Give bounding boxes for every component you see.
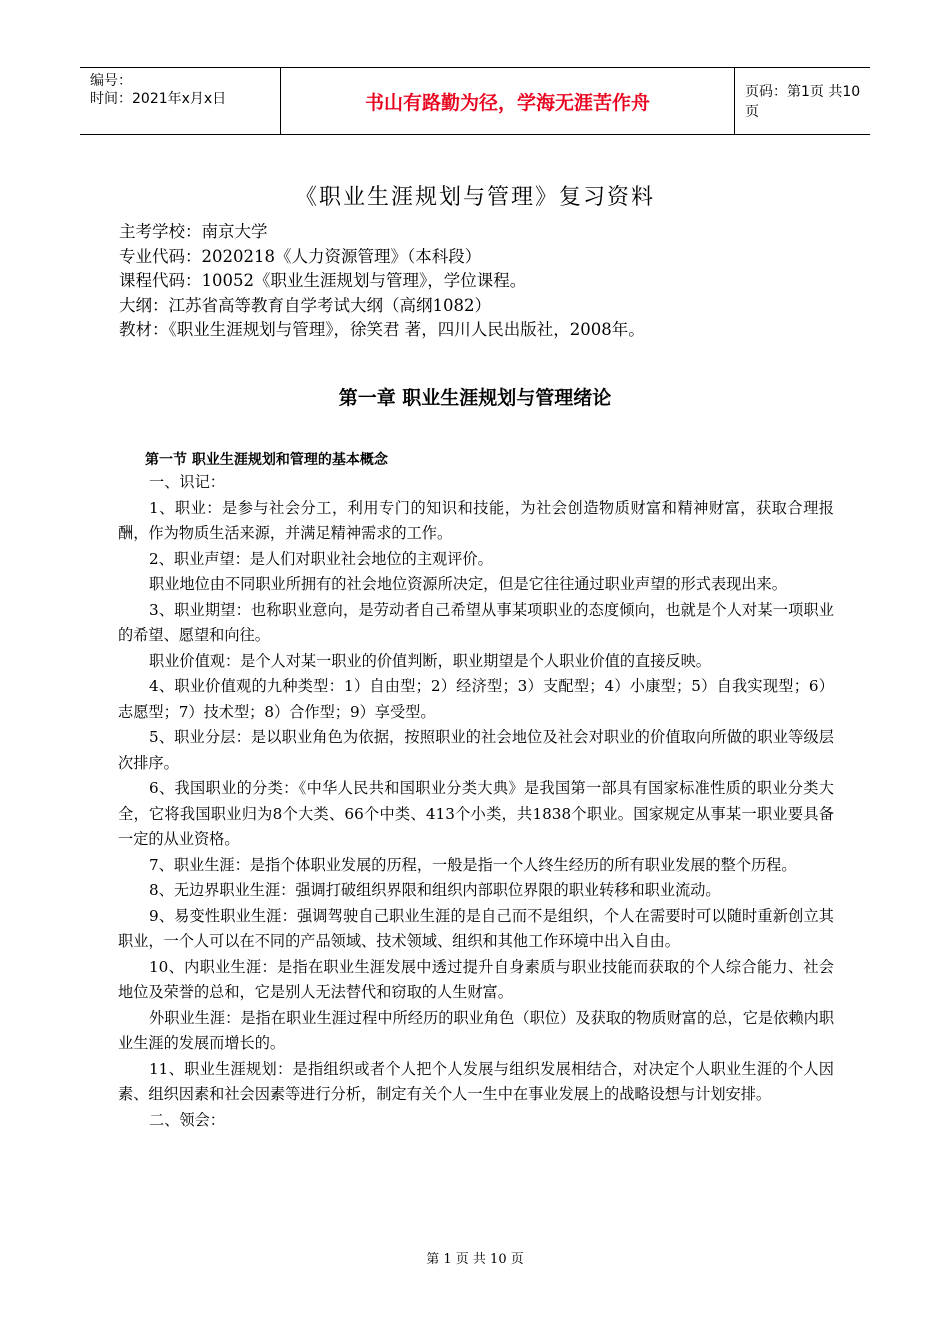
course-metadata [119,220,645,343]
paragraph: 5、职业分层：是以职业角色为依据，按照职业的社会地位及社会对职业的价值取向所做的职业等级层次排序。 [118,728,834,772]
chapter-heading: 第一章 职业生涯规划与管理绪论 [338,387,612,409]
paragraph: 二、领会： [149,1110,225,1129]
meta-school: 主考学校：南京大学 [119,222,268,241]
paragraph: 职业地位由不同职业所拥有的社会地位资源所决定，但是它往往通过职业声望的形式表现出来。 [149,575,787,593]
header-page-label: 页码：第1页 共10页 [745,84,861,120]
paragraph: 6、我国职业的分类：《中华人民共和国职业分类大典》是我国第一部具有国家标准性质的职业分类大全，它将我国职业归为8个大类、66个中类、413个小类，共1838个职业。国家规定从事某一职业要具备一定的从业资格。 [118,779,834,848]
document-title: 《职业生涯规划与管理》复习资料 [294,185,655,210]
document-time-label: 时间：2021年x月x日 [90,91,227,107]
paragraph: 9、易变性职业生涯：强调驾驶自己职业生涯的是自己而不是组织，个人在需要时可以随时重新创立其职业，一个人可以在不同的产品领域、技术领域、组织和其他工作环境中出入自由。 [118,906,834,950]
section-heading: 第一节 职业生涯规划和管理的基本概念 [145,452,388,468]
paragraph: 8、无边界职业生涯：强调打破组织界限和组织内部职位界限的职业转移和职业流动。 [149,881,721,899]
paragraph: 10、内职业生涯：是指在职业生涯发展中透过提升自身素质与职业技能而获取的个人综合能力、社会地位及荣誉的总和，它是别人无法替代和窃取的人生财富。 [118,957,834,1001]
paragraph: 4、职业价值观的九种类型：1）自由型；2）经济型；3）支配型；4）小康型；5）自我实现型；6）志愿型；7）技术型；8）合作型；9）享受型。 [118,677,834,721]
document-number-label: 编号： [90,73,132,89]
paragraph: 职业价值观：是个人对某一职业的价值判断，职业期望是个人职业价值的直接反映。 [149,651,711,670]
meta-major-code: 专业代码：2020218《人力资源管理》（本科段） [119,246,482,266]
paragraph: 3、职业期望：也称职业意向，是劳动者自己希望从事某项职业的态度倾向，也就是个人对某一项职业的希望、愿望和向往。 [118,600,834,644]
paragraph: 一、识记： [149,473,225,491]
meta-syllabus: 大纲：江苏省高等教育自学考试大纲（高纲1082） [119,295,491,315]
paragraph: 2、职业声望：是人们对职业社会地位的主观评价。 [149,549,493,568]
paragraph: 7、职业生涯：是指个体职业发展的历程，一般是指一个人终生经历的所有职业发展的整个历程。 [149,855,797,874]
paragraph: 1、职业：是参与社会分工，利用专门的知识和技能，为社会创造物质财富和精神财富，获取合理报酬，作为物质生活来源，并满足精神需求的工作。 [118,498,834,542]
paragraph: 外职业生涯：是指在职业生涯过程中所经历的职业角色（职位）及获取的物质财富的总，它是依赖内职业生涯的发展而增长的。 [118,1008,834,1052]
paragraph: 11、职业生涯规划：是指组织或者个人把个人发展与组织发展相结合，对决定个人职业生涯的个人因素、组织因素和社会因素等进行分析，制定有关个人一生中在事业发展上的战略设想与计划安排。 [118,1059,834,1103]
meta-course-code: 课程代码：10052《职业生涯规划与管理》，学位课程。 [119,271,527,290]
body-text [118,470,834,1133]
page-footer: 第 1 页 共 10 页 [426,1252,524,1267]
header-motto: 书山有路勤为径，学海无涯苦作舟 [280,68,735,134]
document-header [80,67,870,135]
meta-textbook: 教材：《职业生涯规划与管理》，徐笑君 著，四川人民出版社，2008年。 [119,320,645,339]
header-info-cell [80,68,280,134]
